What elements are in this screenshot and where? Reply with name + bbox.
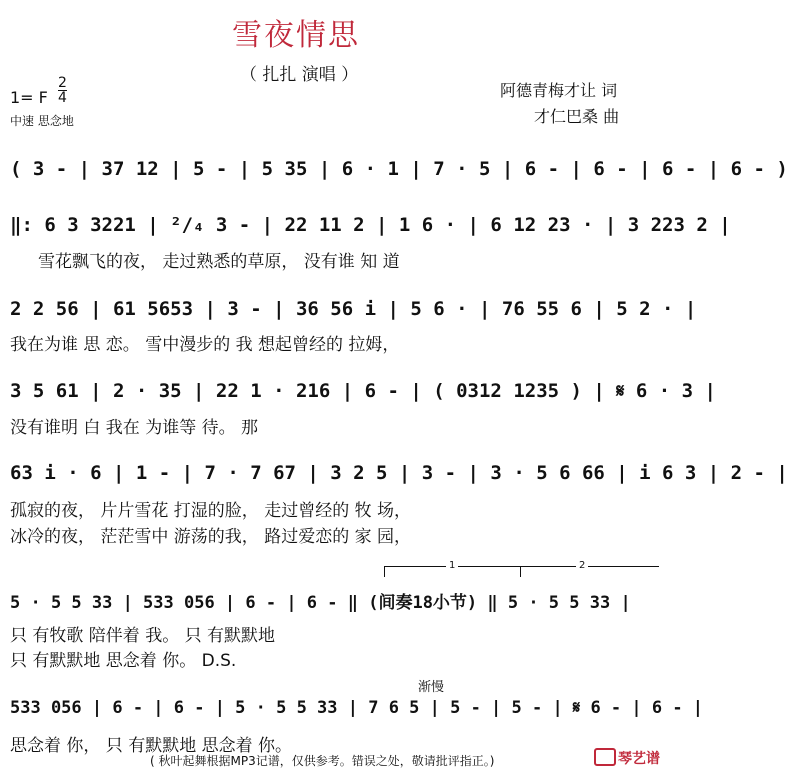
- score-line-6-notes: 5 · 5 5 33 | 533 056 | 6 - | 6 - ‖ (间奏18小节) ‖ 5 · 5 5 33 |: [10, 593, 631, 613]
- ritardando-marking: 渐慢: [418, 680, 445, 695]
- singer-line: （ 扎扎 演唱 ）: [240, 65, 359, 85]
- lyricist-credit: 阿德青梅才让 词: [500, 81, 618, 100]
- score-line-5-notes: 63 i · 6 | 1 - | 7 · 7 67 | 3 2 5 | 3 - | 3 · 5 6 66 | i 6 3 | 2 - |: [10, 462, 788, 484]
- score-line-2-lyrics: 雪花飘飞的夜， 走过熟悉的草原， 没有谁 知 道: [38, 252, 400, 272]
- volta-label-1: 1: [446, 560, 458, 571]
- key-signature: 1= F: [10, 88, 48, 107]
- meter-top: 2: [58, 75, 67, 91]
- score-line-7-notes: 533 056 | 6 - | 6 - | 5 · 5 5 33 | 7 6 5 | 5 - | 5 - | 𝄋 6 - | 6 - |: [10, 698, 704, 718]
- score-line-2-notes: ‖: 6 3 3221 | ²/₄ 3 - | 22 11 2 | 1 6 · | 6 12 23 · | 3 223 2 |: [10, 214, 731, 236]
- score-line-7-lyrics: 思念着 你， 只 有默默地 思念着 你。: [10, 736, 293, 756]
- logo-icon: [594, 748, 616, 766]
- score-line-5-lyrics-verse-1: 孤寂的夜， 片片雪花 打湿的脸， 走过曾经的 牧 场，: [10, 501, 412, 521]
- time-signature: [58, 76, 67, 105]
- volta-label-2: 2: [576, 560, 588, 571]
- composer-credit: 才仁巴桑 曲: [534, 107, 620, 126]
- score-line-4-notes: 3 5 61 | 2 · 35 | 22 1 · 216 | 6 - | ( 0312 1235 ) | 𝄋 6 · 3 |: [10, 380, 716, 402]
- score-line-5-lyrics-verse-2: 冰冷的夜， 茫茫雪中 游荡的我， 路过爱恋的 家 园，: [10, 527, 412, 547]
- meter-bottom: 4: [58, 90, 67, 106]
- tempo-marking: 中速 思念地: [10, 114, 74, 128]
- score-line-3-notes: 2 2 56 | 61 5653 | 3 - | 36 56 i | 5 6 · | 76 55 6 | 5 2 · |: [10, 298, 697, 320]
- footer-note: ( 秋叶起舞根据MP3记谱，仅供参考。错误之处，敬请批评指正。): [150, 754, 495, 768]
- score-line-1-notes: ( 3 - | 37 12 | 5 - | 5 35 | 6 · 1 | 7 · 5 | 6 - | 6 - | 6 - | 6 - ): [10, 158, 788, 180]
- volta-bracket-2: [520, 566, 659, 577]
- score-line-3-lyrics: 我在为谁 思 恋。 雪中漫步的 我 想起曾经的 拉姆，: [10, 335, 400, 355]
- score-line-4-lyrics: 没有谁明 白 我在 为谁等 待。 那: [10, 418, 259, 438]
- score-line-6-lyrics-verse-2: 只 有默默地 思念着 你。 D.S.: [10, 651, 237, 671]
- score-line-6-lyrics-verse-1: 只 有牧歌 陪伴着 我。 只 有默默地: [10, 626, 276, 646]
- song-title: 雪夜情思: [232, 18, 360, 53]
- site-logo: [594, 748, 660, 768]
- logo-text: 琴艺谱: [618, 751, 660, 767]
